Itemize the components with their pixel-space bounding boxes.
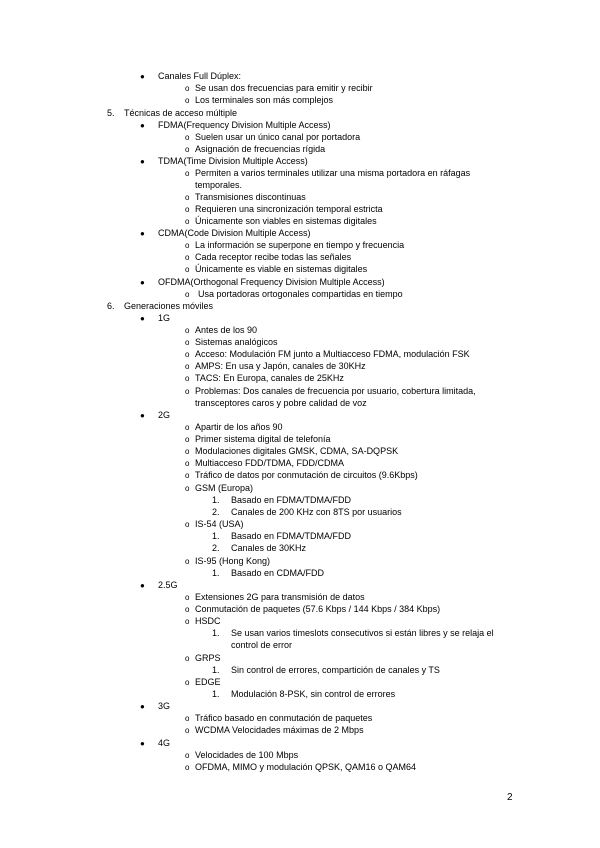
list-item: Canales de 200 KHz con 8TS por usuarios bbox=[231, 507, 402, 517]
list-item: Únicamente es viable en sistemas digitales bbox=[195, 264, 368, 274]
list-item: 2.5G bbox=[158, 580, 178, 590]
section-number: 6. bbox=[107, 301, 115, 311]
list-item: EDGE bbox=[195, 677, 221, 687]
list-number: 2. bbox=[212, 543, 220, 553]
list-item: CDMA(Code Division Multiple Access) bbox=[158, 228, 311, 238]
list-item-continuation: temporales. bbox=[195, 180, 243, 190]
list-item: Transmisiones discontinuas bbox=[195, 192, 306, 202]
circle-bullet-icon: o bbox=[185, 714, 190, 723]
list-number: 1. bbox=[212, 568, 220, 578]
list-item: Conmutación de paquetes (57.6 Kbps / 144 Kbps / 384 Kbps) bbox=[195, 604, 441, 614]
list-item: OFDMA(Orthogonal Frequency Division Multiple Access) bbox=[158, 277, 385, 287]
circle-bullet-icon: o bbox=[185, 362, 190, 371]
list-item: Suelen usar un único canal por portadora bbox=[195, 132, 361, 142]
circle-bullet-icon: o bbox=[185, 241, 190, 250]
circle-bullet-icon: o bbox=[185, 423, 190, 432]
list-item: 3G bbox=[158, 701, 171, 711]
bullet-icon: ● bbox=[140, 739, 145, 748]
list-item: Problemas: Dos canales de frecuencia por usuario, cobertura limitada, bbox=[195, 386, 476, 396]
list-item: Los terminales son más complejos bbox=[195, 95, 334, 105]
page-number: 2 bbox=[507, 792, 513, 803]
circle-bullet-icon: o bbox=[185, 678, 190, 687]
circle-bullet-icon: o bbox=[185, 350, 190, 359]
circle-bullet-icon: o bbox=[185, 459, 190, 468]
list-item: Modulación 8-PSK, sin control de errores bbox=[231, 689, 396, 699]
section-heading: Técnicas de acceso múltiple bbox=[124, 108, 238, 118]
circle-bullet-icon: o bbox=[185, 763, 190, 772]
circle-bullet-icon: o bbox=[185, 338, 190, 347]
circle-bullet-icon: o bbox=[185, 471, 190, 480]
list-item: AMPS: En usa y Japón, canales de 30KHz bbox=[195, 361, 366, 371]
list-item: Extensiones 2G para transmisión de datos bbox=[195, 592, 365, 602]
circle-bullet-icon: o bbox=[185, 253, 190, 262]
list-item: IS-54 (USA) bbox=[195, 519, 244, 529]
circle-bullet-icon: o bbox=[185, 217, 190, 226]
list-item: HSDC bbox=[195, 616, 221, 626]
list-item: GRPS bbox=[195, 653, 221, 663]
circle-bullet-icon: o bbox=[185, 84, 190, 93]
list-item: Sin control de errores, compartición de canales y TS bbox=[231, 665, 440, 675]
list-number: 2. bbox=[212, 507, 220, 517]
bullet-icon: ● bbox=[140, 702, 145, 711]
bullet-icon: ● bbox=[140, 411, 145, 420]
circle-bullet-icon: o bbox=[185, 484, 190, 493]
list-item: Basado en FDMA/TDMA/FDD bbox=[231, 495, 352, 505]
section-heading: Generaciones móviles bbox=[124, 301, 214, 311]
circle-bullet-icon: o bbox=[185, 205, 190, 214]
circle-bullet-icon: o bbox=[185, 447, 190, 456]
list-item: TDMA(Time Division Multiple Access) bbox=[158, 156, 308, 166]
list-item: Usa portadoras ortogonales compartidas en tiempo bbox=[198, 289, 403, 299]
list-item: Únicamente son viables en sistemas digitales bbox=[195, 216, 377, 226]
list-item-continuation: control de error bbox=[231, 640, 293, 650]
list-item: Sistemas analógicos bbox=[195, 337, 278, 347]
list-item: Acceso: Modulación FM junto a Multiacceso FDMA, modulación FSK bbox=[195, 349, 470, 359]
list-item: WCDMA Velocidades máximas de 2 Mbps bbox=[195, 725, 364, 735]
list-item: OFDMA, MIMO y modulación QPSK, QAM16 o QAM64 bbox=[195, 762, 417, 772]
circle-bullet-icon: o bbox=[185, 326, 190, 335]
circle-bullet-icon: o bbox=[185, 726, 190, 735]
bullet-icon: ● bbox=[140, 314, 145, 323]
circle-bullet-icon: o bbox=[185, 374, 190, 383]
list-item: Requieren una sincronización temporal estricta bbox=[195, 204, 383, 214]
list-item: Asignación de frecuencias rígida bbox=[195, 144, 326, 154]
bullet-icon: ● bbox=[140, 581, 145, 590]
list-item: Apartir de los años 90 bbox=[195, 422, 283, 432]
circle-bullet-icon: o bbox=[185, 654, 190, 663]
list-item: Modulaciones digitales GMSK, CDMA, SA-DQPSK bbox=[195, 446, 399, 456]
list-item: 2G bbox=[158, 410, 171, 420]
list-item: Se usan dos frecuencias para emitir y recibir bbox=[195, 83, 373, 93]
bullet-icon: ● bbox=[140, 278, 145, 287]
list-item: Tráfico basado en conmutación de paquetes bbox=[195, 713, 373, 723]
circle-bullet-icon: o bbox=[185, 435, 190, 444]
circle-bullet-icon: o bbox=[185, 265, 190, 274]
list-item: FDMA(Frequency Division Multiple Access) bbox=[158, 120, 331, 130]
circle-bullet-icon: o bbox=[185, 605, 190, 614]
list-item: IS-95 (Hong Kong) bbox=[195, 556, 271, 566]
list-number: 1. bbox=[212, 495, 220, 505]
list-item: GSM (Europa) bbox=[195, 483, 254, 493]
list-item: TACS: En Europa, canales de 25KHz bbox=[195, 373, 344, 383]
list-item: Basado en FDMA/TDMA/FDD bbox=[231, 531, 352, 541]
circle-bullet-icon: o bbox=[185, 387, 190, 396]
bullet-icon: ● bbox=[140, 229, 145, 238]
circle-bullet-icon: o bbox=[185, 617, 190, 626]
bullet-icon: ● bbox=[140, 72, 145, 81]
list-item: Antes de los 90 bbox=[195, 325, 258, 335]
bullet-icon: ● bbox=[140, 157, 145, 166]
circle-bullet-icon: o bbox=[185, 520, 190, 529]
list-item: Primer sistema digital de telefonía bbox=[195, 434, 331, 444]
circle-bullet-icon: o bbox=[185, 133, 190, 142]
list-item-continuation: transceptores caros y pobre calidad de voz bbox=[195, 398, 367, 408]
list-item: 1G bbox=[158, 313, 171, 323]
list-item: Canales de 30KHz bbox=[231, 543, 307, 553]
list-number: 1. bbox=[212, 665, 220, 675]
circle-bullet-icon: o bbox=[185, 193, 190, 202]
list-item: Canales Full Dúplex: bbox=[158, 71, 242, 81]
list-number: 1. bbox=[212, 628, 220, 638]
circle-bullet-icon: o bbox=[185, 557, 190, 566]
list-item: 4G bbox=[158, 738, 171, 748]
circle-bullet-icon: o bbox=[185, 593, 190, 602]
list-item: Multiacceso FDD/TDMA, FDD/CDMA bbox=[195, 458, 345, 468]
circle-bullet-icon: o bbox=[185, 751, 190, 760]
circle-bullet-icon: o bbox=[185, 96, 190, 105]
list-item: Permiten a varios terminales utilizar una misma portadora en ráfagas bbox=[195, 168, 471, 178]
list-number: 1. bbox=[212, 531, 220, 541]
list-item: La información se superpone en tiempo y frecuencia bbox=[195, 240, 405, 250]
list-item: Se usan varios timeslots consecutivos si están libres y se relaja el bbox=[231, 628, 494, 638]
list-item: Cada receptor recibe todas las señales bbox=[195, 252, 352, 262]
list-item: Velocidades de 100 Mbps bbox=[195, 750, 299, 760]
section-number: 5. bbox=[107, 108, 115, 118]
list-number: 1. bbox=[212, 689, 220, 699]
list-item: Tráfico de datos por conmutación de circuitos (9.6Kbps) bbox=[195, 470, 418, 480]
circle-bullet-icon: o bbox=[185, 290, 190, 299]
bullet-icon: ● bbox=[140, 121, 145, 130]
circle-bullet-icon: o bbox=[185, 169, 190, 178]
circle-bullet-icon: o bbox=[185, 145, 190, 154]
list-item: Basado en CDMA/FDD bbox=[231, 568, 325, 578]
